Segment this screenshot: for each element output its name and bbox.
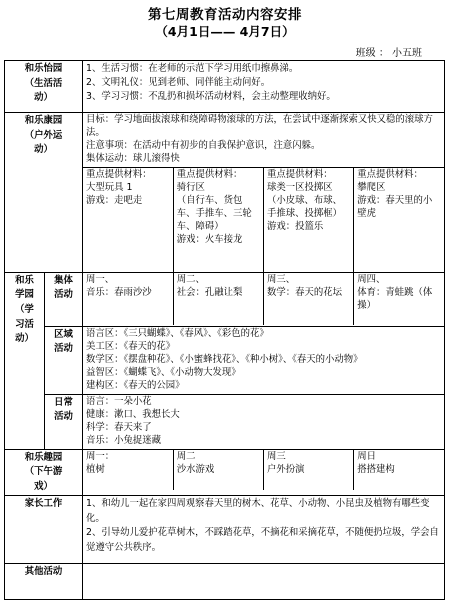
- play-row: [5, 449, 445, 496]
- outdoor-row: [5, 113, 445, 273]
- daily-item: 音乐：小兔捉迷藏: [86, 434, 162, 446]
- outdoor-area: 重点提供材料： 球类一区投掷区 （小皮球、布球、手推球、投掷框） 游戏：投篮乐: [263, 168, 353, 272]
- daily-item: 科学：春天来了: [86, 421, 152, 433]
- parents-label: 家长工作: [5, 496, 83, 564]
- other-content: [83, 564, 445, 600]
- page-title: 第七周教育活动内容安排: [148, 7, 302, 23]
- parents-content: [83, 496, 445, 564]
- area-item: 建构区：《春天的公园》: [86, 379, 185, 391]
- area-item: 益智区：《蝴蝶飞》、《小动物大发现》: [86, 366, 241, 378]
- group-activity-day: 周四、 体育：青蛙跳（体操）: [354, 273, 444, 325]
- outdoor-area: 重点提供材料： 攀爬区 游戏：春天里的小壁虎: [354, 168, 444, 272]
- area-item: 美工区：《春天的花》: [86, 340, 176, 352]
- area-item: 数学区：《摆盘种花》、《小蜜蜂找花》、《种小树》、《春天的小动物》: [86, 353, 363, 365]
- play-day: 周一： 植树: [86, 450, 115, 475]
- outdoor-group: 集体运动：球儿滚得快: [86, 152, 180, 164]
- play-day: 周二 沙水游戏: [173, 450, 263, 490]
- class-label: 班级 ： 小五班: [355, 48, 422, 59]
- outdoor-areas: [83, 168, 444, 272]
- outdoor-area: 重点提供材料： 骑行区 （自行车、货包车、手推车、三轮车、障碍） 游戏：火车接龙: [173, 168, 263, 272]
- parents-row: [5, 496, 445, 564]
- life-item: 1、生活习惯：在老师的示范下学习用纸巾擦鼻涕。: [86, 63, 299, 74]
- group-activity-label: 集体 活动: [45, 272, 83, 326]
- study-daily-row: [5, 394, 445, 449]
- daily-item: 语言：一朵小花: [86, 395, 152, 407]
- study-area-row: [5, 326, 445, 394]
- outdoor-goal: 目标：学习地面拔滚球和绕障碍物滚球的方法，在尝试中逐渐探索又快又稳的滚球方法。: [86, 114, 433, 138]
- study-group-row: [5, 272, 445, 326]
- group-activity-content: [83, 272, 445, 326]
- study-label: 和乐 学园 （学 习活 动）: [5, 272, 45, 449]
- daily-activity-content: [83, 394, 445, 449]
- life-content: [83, 61, 445, 113]
- play-content: [83, 449, 445, 496]
- group-activity-day: 周一、 音乐：春雨沙沙: [86, 273, 152, 298]
- play-day: 周三 户外扮演: [263, 450, 353, 490]
- outdoor-label: 和乐康园 （户外运 动）: [5, 113, 83, 273]
- life-row: [5, 61, 445, 113]
- other-row: [5, 564, 445, 600]
- life-item: 3、学习习惯：不乱扔和损坏活动材料，会主动整理收纳好。: [86, 91, 336, 103]
- parents-item: 1、和幼儿一起在家四周观察春天里的树木、花草、小动物、小昆虫及植物有哪些变化。: [86, 498, 430, 524]
- play-label: 和乐趣园 （下午游 戏）: [5, 449, 83, 496]
- life-label: 和乐怡园 （生活活 动）: [5, 61, 83, 113]
- parents-item: 2、引导幼儿爱护花草树木，不踩踏花草，不摘花和采摘花草，不随便扔垃圾，学会自觉遵守公共秩序。: [86, 527, 439, 554]
- outdoor-area: 重点提供材料： 大型玩具 1 游戏：走吧走: [86, 168, 152, 206]
- other-label: 其他活动: [5, 564, 83, 600]
- outdoor-notice: 注意事项：在活动中有初步的自我保护意识，注意闪躲。: [86, 139, 321, 151]
- area-activity-content: [83, 326, 445, 394]
- area-item: 语言区：《三只蝴蝶》、《春风》、《彩色的花》: [86, 327, 269, 339]
- schedule-table: [4, 60, 445, 600]
- group-activity-day: 周三、 数学：春天的花坛: [263, 273, 353, 325]
- life-item: 2、文明礼仪：见到老师、同伴能主动问好。: [86, 77, 271, 89]
- area-activity-label: 区域 活动: [45, 326, 83, 394]
- daily-item: 健康：漱口、我想长大: [86, 408, 180, 420]
- date-range: （4月1日—— 4月7日）: [155, 24, 295, 39]
- group-activity-day: 周二、 社会：孔融让梨: [173, 273, 263, 325]
- daily-activity-label: 日常 活动: [45, 394, 83, 449]
- play-day: 周日 搭搭建构: [354, 450, 444, 490]
- outdoor-content: [83, 113, 445, 273]
